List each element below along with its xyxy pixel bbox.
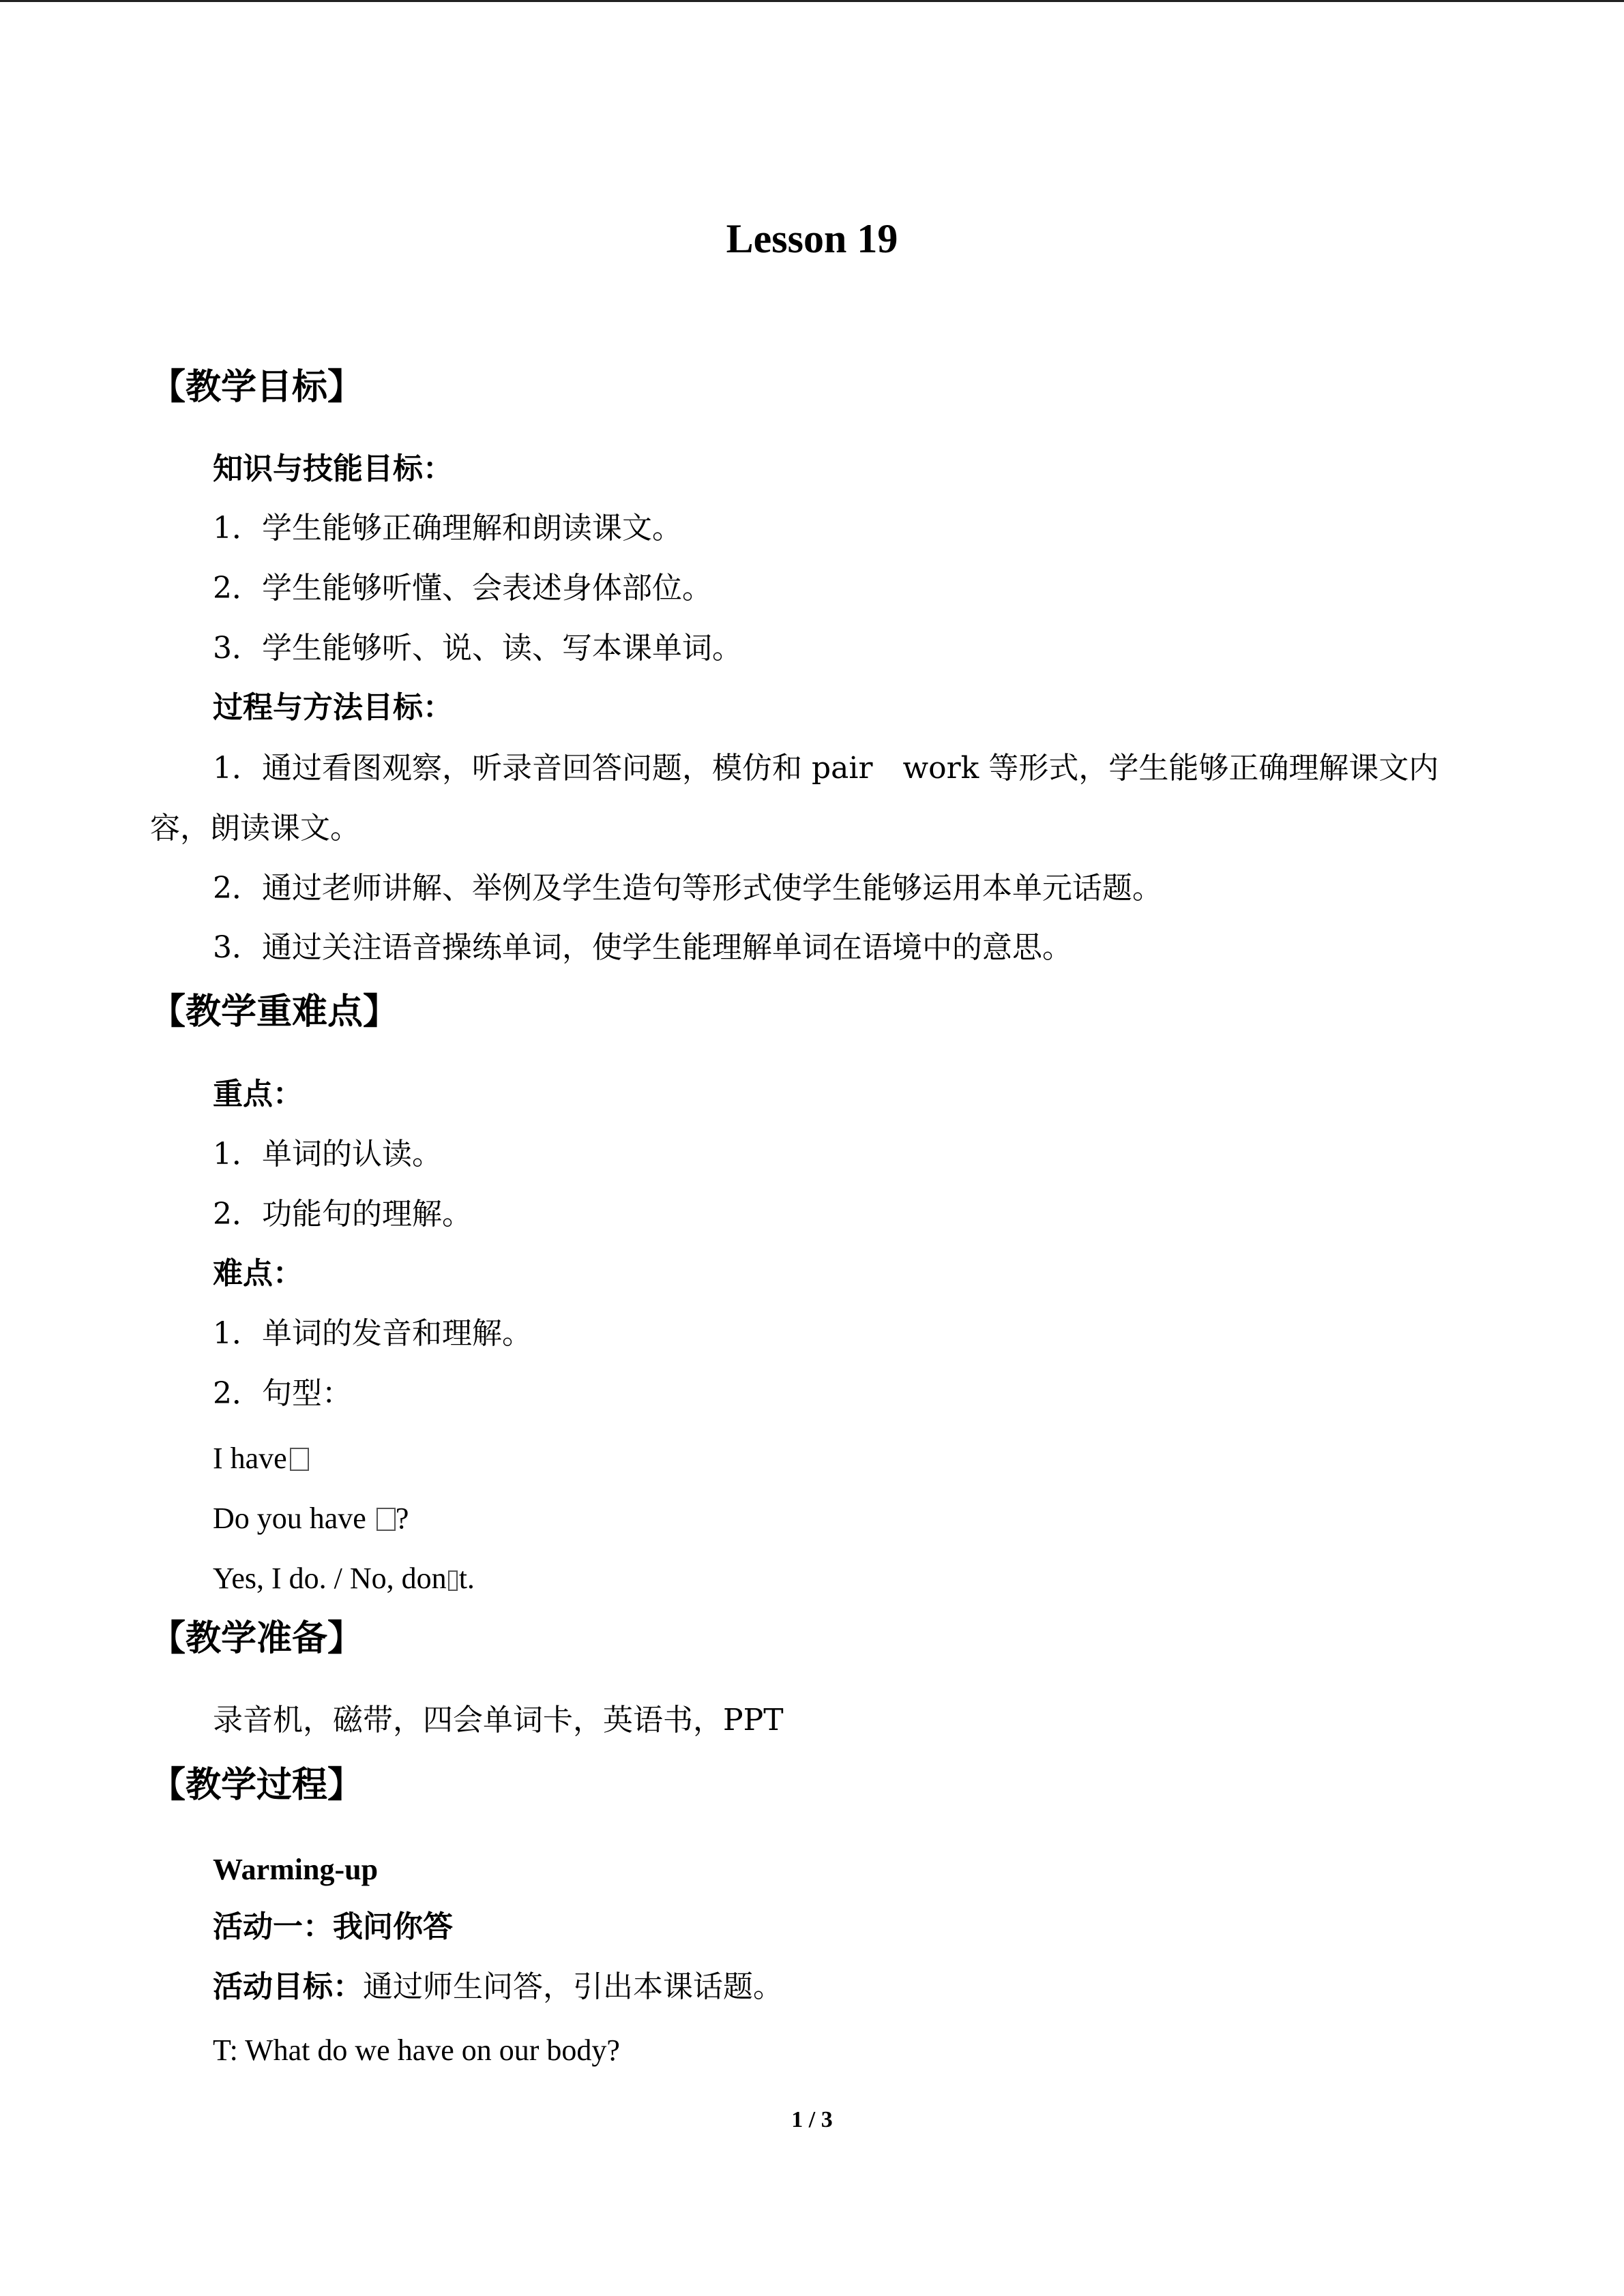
preparation-materials: 录音机，磁带，四会单词卡，英语书，PPT (213, 1703, 784, 1738)
sentence-pattern-2 (213, 1496, 409, 1541)
process-item-2: 2．通过老师讲解、举例及学生造句等形式使学生能够运用本单元话题。 (213, 871, 1162, 906)
difficult-item-1: 1．单词的发音和理解。 (213, 1316, 532, 1351)
missing-glyph-box (290, 1448, 309, 1471)
sentence-pattern-2-text: Do you have (213, 1502, 374, 1535)
difficult-points-label: 难点： (213, 1256, 303, 1291)
process-item-1: 1．通过看图观察，听录音回答问题，模仿和 pair work 等形式，学生能够正确理解课文内容，朗读课文。 (150, 751, 1439, 846)
activity-goal (213, 1965, 783, 2010)
knowledge-item-3: 3．学生能够听、说、读、写本课单词。 (213, 631, 742, 666)
teacher-question: T: What do we have on our body? (213, 2033, 620, 2067)
process-method-label: 过程与方法目标： (213, 690, 453, 725)
warming-up-label: Warming-up (213, 1853, 379, 1886)
section-heading-key-points: 【教学重难点】 (150, 992, 399, 1032)
key-item-1: 1．单词的认读。 (213, 1137, 442, 1172)
activity-one-title: 活动一：我问你答 (213, 1909, 453, 1944)
sentence-pattern-3 (213, 1556, 475, 1601)
sentence-pattern-1 (213, 1436, 309, 1481)
activity-goal-text: 通过师生问答，引出本课话题。 (363, 1969, 783, 2004)
activity-goal-label: 活动目标： (213, 1969, 363, 2004)
page-number: 1 / 3 (791, 2107, 833, 2132)
missing-glyph-box (448, 1570, 458, 1591)
difficult-item-2: 2．句型： (213, 1376, 352, 1411)
section-heading-preparation: 【教学准备】 (150, 1618, 364, 1659)
section-heading-objectives: 【教学目标】 (150, 367, 364, 408)
sentence-pattern-3-text: Yes, I do. / No, don (213, 1562, 447, 1595)
process-item-3: 3．通过关注语音操练单词，使学生能理解单词在语境中的意思。 (213, 930, 1072, 965)
key-points-label: 重点： (213, 1077, 303, 1112)
sentence-pattern-2-end: ? (395, 1502, 409, 1535)
key-item-2: 2．功能句的理解。 (213, 1197, 472, 1232)
section-heading-process: 【教学过程】 (150, 1765, 364, 1806)
document-title: Lesson 19 (726, 216, 898, 261)
knowledge-item-2: 2．学生能够听懂、会表述身体部位。 (213, 571, 712, 606)
sentence-pattern-1-text: I have (213, 1442, 287, 1475)
sentence-pattern-3-end: t. (458, 1562, 475, 1595)
missing-glyph-box (377, 1508, 396, 1531)
knowledge-skill-label: 知识与技能目标： (213, 451, 453, 486)
knowledge-item-1: 1．学生能够正确理解和朗读课文。 (213, 511, 682, 546)
